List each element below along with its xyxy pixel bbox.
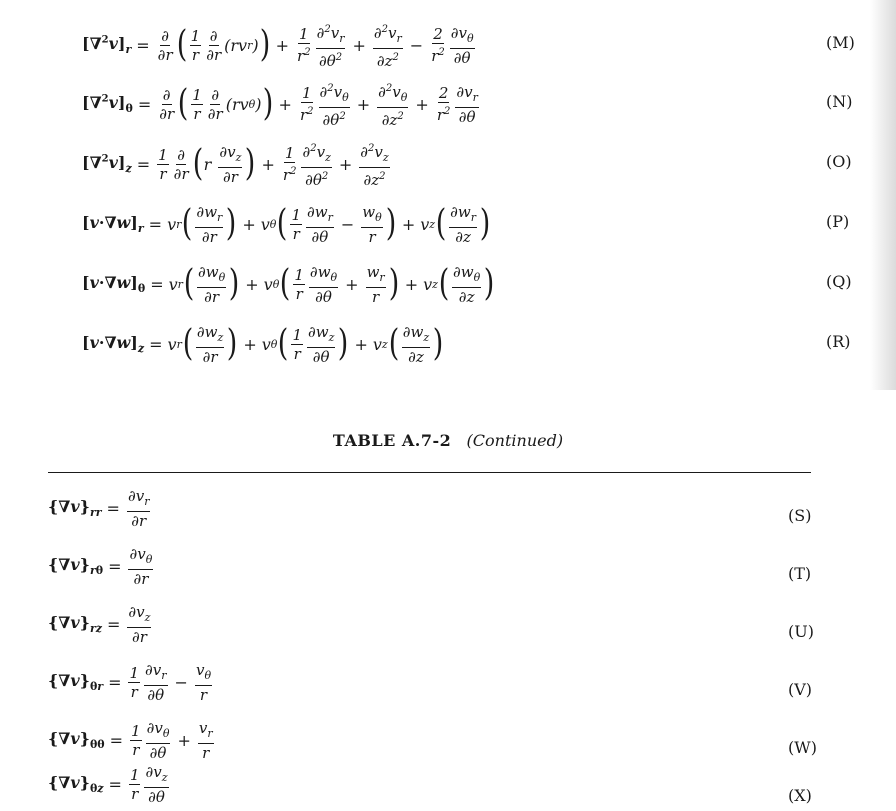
equation-number-n: (N)	[826, 92, 853, 111]
equation-row-o	[0, 136, 896, 192]
equation-number-p: (P)	[826, 212, 850, 231]
equation-n: $[\nabla^2v]_\theta$ = $\frac{\partial}{\partial r}$ ( $\frac{1}{r}$ $\frac{\partial}{\partial r}$ ( rv θ ) ) + $\frac{1}{r^2}$ $\frac{\partial^2v_\theta}{\partial\theta^2}$ + $\frac{\partial^2v_\theta}{\partial z^2}$ + $\frac{2}{r^2}$ $\frac{\partial v_r}{\partial\theta}$	[82, 76, 481, 132]
equation-t: $\{\nabla v\}_{r\theta}$ = $\frac{\partial v_\theta}{\partial r}$	[48, 544, 153, 588]
table-title	[0, 431, 896, 450]
equation-number-o: (O)	[826, 152, 852, 171]
equation-row-m	[0, 17, 896, 73]
equation-number-w: (W)	[788, 738, 817, 757]
equation-row-r	[0, 316, 896, 372]
equation-row-s	[0, 480, 896, 536]
equation-number-m: (M)	[826, 33, 855, 52]
equation-number-v: (V)	[788, 680, 813, 699]
equation-row-n	[0, 76, 896, 132]
equation-row-x	[0, 758, 896, 811]
equation-s: $\{\nabla v\}_{rr}$ = $\frac{\partial v_r}{\partial r}$	[48, 486, 150, 530]
equation-x: $\{\nabla v\}_{\theta z}$ = $\frac{1}{r}$ $\frac{\partial v_z}{\partial\theta}$	[48, 763, 168, 806]
equation-w: $\{\nabla v\}_{\theta\theta}$ = $\frac{1}{r}$ $\frac{\partial v_\theta}{\partial\theta}$ + $\frac{v_r}{r}$	[48, 718, 213, 762]
table-label: TABLE A.7-2	[332, 431, 452, 450]
table-continued: (Continued)	[466, 431, 564, 450]
table-top-rule	[48, 472, 811, 473]
equation-u: $\{\nabla v\}_{rz}$ = $\frac{\partial v_z}{\partial r}$	[48, 602, 151, 646]
equation-number-r: (R)	[826, 332, 851, 351]
equation-row-u	[0, 596, 896, 652]
equation-number-u: (U)	[788, 622, 814, 641]
equation-r: $[v\cdot\nabla w]_z$ = v r ( $\frac{\partial w_z}{\partial r}$ ) + v θ ( $\frac{1}{r}$ $\frac{\partial w_z}{\partial\theta}$ ) + v z ( $\frac{\partial w_z}{\partial z}$ )	[82, 322, 444, 366]
equation-number-x: (X)	[788, 786, 812, 805]
equation-row-q	[0, 256, 896, 312]
equation-row-p	[0, 196, 896, 252]
equation-number-t: (T)	[788, 564, 812, 583]
equation-o: $[\nabla^2v]_z$ = $\frac{1}{r}$ $\frac{\partial}{\partial r}$ ( r $\frac{\partial v_z}{\partial r}$ ) + $\frac{1}{r^2}$ $\frac{\partial^2v_z}{\partial\theta^2}$ + $\frac{\partial^2v_z}{\partial z^2}$	[82, 136, 392, 192]
equation-p: $[v\cdot\nabla w]_r$ = v r ( $\frac{\partial w_r}{\partial r}$ ) + v θ ( $\frac{1}{r}$ $\frac{\partial w_r}{\partial\theta}$ − $\frac{w_\theta}{r}$ ) + v z ( $\frac{\partial w_r}{\partial z}$ )	[82, 202, 491, 246]
equation-q: $[v\cdot\nabla w]_\theta$ = v r ( $\frac{\partial w_\theta}{\partial r}$ ) + v θ ( $\frac{1}{r}$ $\frac{\partial w_\theta}{\partial\theta}$ + $\frac{w_r}{r}$ ) + v z ( $\frac{\partial w_\theta}{\partial z}$ )	[82, 262, 495, 306]
equation-m: $[\nabla^2v]_r$ = $\frac{\partial}{\partial r}$ ( $\frac{1}{r}$ $\frac{\partial}{\partial r}$ ( rv r ) ) + $\frac{1}{r^2}$ $\frac{\partial^2v_r}{\partial\theta^2}$ + $\frac{\partial^2v_r}{\partial z^2}$ − $\frac{2}{r^2}$ $\frac{\partial v_\theta}{\partial\theta}$	[82, 17, 477, 73]
equation-number-q: (Q)	[826, 272, 852, 291]
equation-row-t	[0, 538, 896, 594]
equation-row-v	[0, 654, 896, 710]
equation-number-s: (S)	[788, 506, 812, 525]
equation-v: $\{\nabla v\}_{\theta r}$ = $\frac{1}{r}$ $\frac{\partial v_r}{\partial\theta}$ − $\frac{v_\theta}{r}$	[48, 660, 212, 704]
